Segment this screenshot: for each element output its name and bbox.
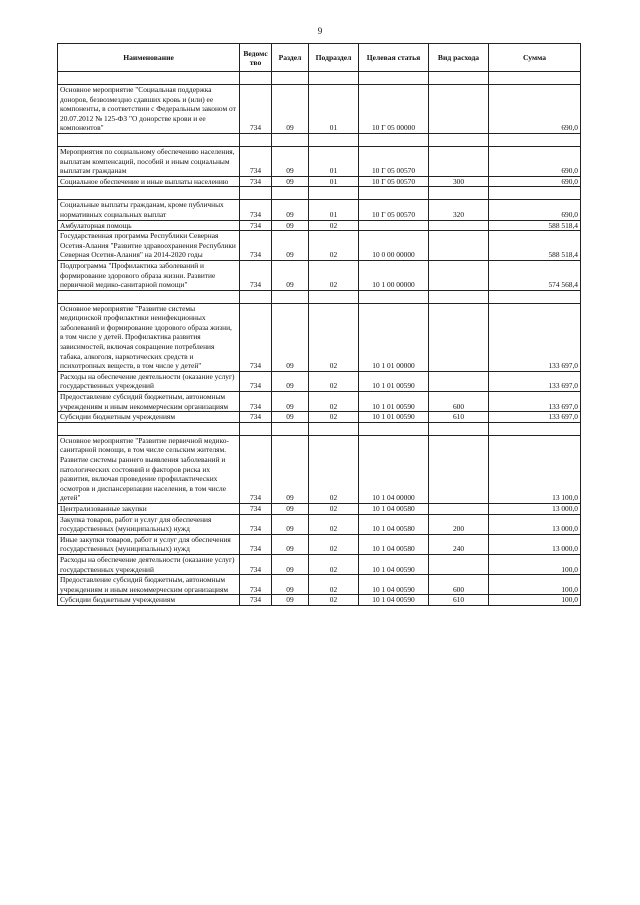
row-sum-cell: 690,0 — [489, 146, 581, 176]
spacer-cell — [272, 290, 309, 303]
budget-table — [57, 43, 581, 606]
table-row — [58, 412, 581, 423]
table-row — [58, 200, 581, 220]
row-name-cell: Амбулаторная помощь — [58, 220, 240, 231]
row-subsection-cell: 02 — [309, 392, 359, 412]
spacer-cell — [489, 72, 581, 85]
row-section-cell: 09 — [272, 231, 309, 261]
row-name-cell: Предоставление субсидий бюджетным, автономным учреждениям и иным некоммерческим организациям — [58, 392, 240, 412]
row-name-cell: Закупка товаров, работ и услуг для обеспечения государственных (муниципальных) нужд — [58, 514, 240, 534]
row-target-cell: 10 1 01 00590 — [359, 412, 429, 423]
row-section-cell: 09 — [272, 146, 309, 176]
row-sum-cell: 574 568,4 — [489, 260, 581, 290]
row-expense-cell — [429, 260, 489, 290]
row-dept-cell: 734 — [240, 303, 272, 371]
row-subsection-cell: 02 — [309, 534, 359, 554]
row-dept-cell: 734 — [240, 503, 272, 514]
row-dept-cell: 734 — [240, 146, 272, 176]
row-section-cell: 09 — [272, 371, 309, 391]
row-sum-cell: 100,0 — [489, 575, 581, 595]
spacer-cell — [58, 422, 240, 435]
row-target-cell: 10 0 00 00000 — [359, 231, 429, 261]
row-sum-cell: 13 000,0 — [489, 514, 581, 534]
row-section-cell: 09 — [272, 575, 309, 595]
row-sum-cell: 13 100,0 — [489, 435, 581, 503]
row-sum-cell: 588 518,4 — [489, 220, 581, 231]
row-subsection-cell: 02 — [309, 412, 359, 423]
spacer-cell — [429, 72, 489, 85]
row-target-cell: 10 1 00 00000 — [359, 260, 429, 290]
table-row — [58, 435, 581, 503]
table-row — [58, 554, 581, 574]
table-row — [58, 231, 581, 261]
row-sum-cell: 100,0 — [489, 554, 581, 574]
row-name-cell: Основное мероприятие "Развитие системы медицинской профилактики неинфекционных заболеваний и формирование здорового образа жизни, в том числе у детей. Профилактика развития зависимостей, включая сокращение потребления табака, алкоголя, наркотических средств и психотропных веществ, в том числе у детей" — [58, 303, 240, 371]
table-row — [58, 595, 581, 606]
row-subsection-cell: 02 — [309, 435, 359, 503]
row-section-cell: 09 — [272, 412, 309, 423]
row-expense-cell — [429, 435, 489, 503]
row-sum-cell: 13 000,0 — [489, 534, 581, 554]
row-subsection-cell: 02 — [309, 220, 359, 231]
row-subsection-cell: 02 — [309, 575, 359, 595]
spacer-cell — [309, 72, 359, 85]
row-expense-cell: 600 — [429, 575, 489, 595]
header-section: Раздел — [272, 44, 309, 72]
header-sum: Сумма — [489, 44, 581, 72]
table-row — [58, 575, 581, 595]
row-dept-cell: 734 — [240, 575, 272, 595]
row-sum-cell: 133 697,0 — [489, 392, 581, 412]
row-name-cell: Субсидии бюджетным учреждениям — [58, 595, 240, 606]
table-header-row — [58, 44, 581, 72]
row-sum-cell: 13 000,0 — [489, 503, 581, 514]
row-subsection-cell: 02 — [309, 595, 359, 606]
row-target-cell: 10 1 01 00000 — [359, 303, 429, 371]
row-section-cell: 09 — [272, 220, 309, 231]
row-sum-cell: 690,0 — [489, 200, 581, 220]
row-dept-cell: 734 — [240, 220, 272, 231]
header-target: Целевая статья — [359, 44, 429, 72]
header-subsection: Подраздел — [309, 44, 359, 72]
row-sum-cell: 133 697,0 — [489, 303, 581, 371]
spacer-cell — [489, 133, 581, 146]
row-subsection-cell: 02 — [309, 371, 359, 391]
row-target-cell: 10 1 04 00590 — [359, 575, 429, 595]
row-dept-cell: 734 — [240, 514, 272, 534]
row-name-cell: Субсидии бюджетным учреждениям — [58, 412, 240, 423]
row-name-cell: Государственная программа Республики Северная Осетия-Алания "Развитие здравоохранения Республики Северная Осетия-Алания" на 2014-2020 годы — [58, 231, 240, 261]
row-expense-cell — [429, 146, 489, 176]
spacer-cell — [58, 187, 240, 200]
spacer-cell — [309, 422, 359, 435]
spacer-cell — [309, 133, 359, 146]
row-spacer — [58, 133, 581, 146]
row-sum-cell: 133 697,0 — [489, 412, 581, 423]
spacer-cell — [359, 187, 429, 200]
row-expense-cell: 610 — [429, 595, 489, 606]
spacer-cell — [429, 133, 489, 146]
table-body — [58, 72, 581, 606]
spacer-cell — [240, 422, 272, 435]
row-target-cell: 10 1 04 00000 — [359, 435, 429, 503]
spacer-cell — [309, 290, 359, 303]
spacer-cell — [272, 422, 309, 435]
table-row — [58, 220, 581, 231]
row-expense-cell — [429, 503, 489, 514]
spacer-cell — [240, 290, 272, 303]
row-expense-cell: 200 — [429, 514, 489, 534]
table-row — [58, 503, 581, 514]
table-row — [58, 303, 581, 371]
row-name-cell: Основное мероприятие "Социальная поддержка доноров, безвозмездно сдавших кровь и (или) ее компоненты, в соответствии с Федеральным законом от 20.07.2012 № 125-ФЗ "О донорстве крови и ее компонентов" — [58, 85, 240, 134]
row-dept-cell: 734 — [240, 85, 272, 134]
row-target-cell: 10 Г 05 00000 — [359, 85, 429, 134]
row-section-cell: 09 — [272, 534, 309, 554]
row-dept-cell: 734 — [240, 595, 272, 606]
row-subsection-cell: 01 — [309, 146, 359, 176]
row-target-cell: 10 Г 05 00570 — [359, 176, 429, 187]
row-subsection-cell: 02 — [309, 503, 359, 514]
spacer-cell — [272, 72, 309, 85]
row-section-cell: 09 — [272, 176, 309, 187]
table-row — [58, 85, 581, 134]
spacer-cell — [429, 422, 489, 435]
row-section-cell: 09 — [272, 200, 309, 220]
row-dept-cell: 734 — [240, 260, 272, 290]
row-section-cell: 09 — [272, 595, 309, 606]
row-section-cell: 09 — [272, 514, 309, 534]
row-expense-cell — [429, 554, 489, 574]
spacer-cell — [240, 187, 272, 200]
row-subsection-cell: 02 — [309, 514, 359, 534]
row-dept-cell: 734 — [240, 534, 272, 554]
table-row — [58, 146, 581, 176]
spacer-cell — [272, 133, 309, 146]
table-row — [58, 514, 581, 534]
spacer-cell — [429, 290, 489, 303]
row-section-cell: 09 — [272, 435, 309, 503]
row-name-cell: Основное мероприятие "Развитие первичной медико-санитарной помощи, в том числе сельским жителям. Развитие системы раннего выявления заболеваний и патологических состояний и факторов риска их развития, включая проведение профилактических осмотров и диспансеризации населения, в том числе детей" — [58, 435, 240, 503]
row-expense-cell: 610 — [429, 412, 489, 423]
row-name-cell: Подпрограмма "Профилактика заболеваний и формирование здорового образа жизни. Развитие первичной медико-санитарной помощи" — [58, 260, 240, 290]
row-section-cell: 09 — [272, 392, 309, 412]
row-name-cell: Расходы на обеспечение деятельности (оказание услуг) государственных учреждений — [58, 371, 240, 391]
row-target-cell: 10 1 04 00580 — [359, 514, 429, 534]
row-target-cell: 10 Г 05 00570 — [359, 200, 429, 220]
row-section-cell: 09 — [272, 554, 309, 574]
page-number: 9 — [317, 26, 323, 36]
row-target-cell: 10 Г 05 00570 — [359, 146, 429, 176]
row-dept-cell: 734 — [240, 200, 272, 220]
row-sum-cell: 690,0 — [489, 176, 581, 187]
spacer-cell — [58, 133, 240, 146]
row-target-cell: 10 1 01 00590 — [359, 392, 429, 412]
row-target-cell — [359, 220, 429, 231]
row-subsection-cell: 02 — [309, 554, 359, 574]
row-dept-cell: 734 — [240, 435, 272, 503]
row-sum-cell: 100,0 — [489, 595, 581, 606]
row-expense-cell: 600 — [429, 392, 489, 412]
row-target-cell: 10 1 04 00580 — [359, 534, 429, 554]
row-subsection-cell: 01 — [309, 200, 359, 220]
table-row — [58, 392, 581, 412]
row-section-cell: 09 — [272, 303, 309, 371]
spacer-cell — [359, 290, 429, 303]
row-dept-cell: 734 — [240, 412, 272, 423]
spacer-cell — [58, 290, 240, 303]
row-target-cell: 10 1 04 00580 — [359, 503, 429, 514]
row-dept-cell: 734 — [240, 176, 272, 187]
spacer-cell — [58, 72, 240, 85]
row-subsection-cell: 01 — [309, 85, 359, 134]
spacer-cell — [359, 72, 429, 85]
row-subsection-cell: 02 — [309, 303, 359, 371]
row-dept-cell: 734 — [240, 231, 272, 261]
row-expense-cell: 240 — [429, 534, 489, 554]
row-sum-cell: 588 518,4 — [489, 231, 581, 261]
row-dept-cell: 734 — [240, 371, 272, 391]
row-section-cell: 09 — [272, 85, 309, 134]
row-spacer — [58, 72, 581, 85]
row-sum-cell: 133 697,0 — [489, 371, 581, 391]
row-expense-cell: 300 — [429, 176, 489, 187]
row-section-cell: 09 — [272, 260, 309, 290]
row-expense-cell — [429, 371, 489, 391]
row-name-cell: Централизованные закупки — [58, 503, 240, 514]
row-expense-cell: 320 — [429, 200, 489, 220]
row-dept-cell: 734 — [240, 392, 272, 412]
spacer-cell — [489, 290, 581, 303]
row-name-cell: Расходы на обеспечение деятельности (оказание услуг) государственных учреждений — [58, 554, 240, 574]
table-row — [58, 371, 581, 391]
row-name-cell: Предоставление субсидий бюджетным, автономным учреждениям и иным некоммерческим организациям — [58, 575, 240, 595]
row-name-cell: Мероприятия по социальному обеспечению населения, выплатам компенсаций, пособий и иным социальным выплатам гражданам — [58, 146, 240, 176]
row-subsection-cell: 02 — [309, 260, 359, 290]
spacer-cell — [489, 187, 581, 200]
row-target-cell: 10 1 01 00590 — [359, 371, 429, 391]
row-section-cell: 09 — [272, 503, 309, 514]
header-name: Наименование — [58, 44, 240, 72]
spacer-cell — [272, 187, 309, 200]
row-target-cell: 10 1 04 00590 — [359, 595, 429, 606]
row-sum-cell: 690,0 — [489, 85, 581, 134]
spacer-cell — [359, 422, 429, 435]
spacer-cell — [429, 187, 489, 200]
row-expense-cell — [429, 231, 489, 261]
table-row — [58, 176, 581, 187]
row-spacer — [58, 187, 581, 200]
spacer-cell — [240, 72, 272, 85]
row-expense-cell — [429, 85, 489, 134]
row-expense-cell — [429, 220, 489, 231]
table-row — [58, 534, 581, 554]
row-spacer — [58, 290, 581, 303]
row-subsection-cell: 02 — [309, 231, 359, 261]
row-name-cell: Социальное обеспечение и иные выплаты населению — [58, 176, 240, 187]
table-row — [58, 260, 581, 290]
header-dept: Ведомс тво — [240, 44, 272, 72]
spacer-cell — [240, 133, 272, 146]
row-name-cell: Иные закупки товаров, работ и услуг для обеспечения государственных (муниципальных) нужд — [58, 534, 240, 554]
row-expense-cell — [429, 303, 489, 371]
row-name-cell: Социальные выплаты гражданам, кроме публичных нормативных социальных выплат — [58, 200, 240, 220]
spacer-cell — [489, 422, 581, 435]
row-dept-cell: 734 — [240, 554, 272, 574]
header-expense: Вид расхода — [429, 44, 489, 72]
spacer-cell — [309, 187, 359, 200]
row-target-cell: 10 1 04 00590 — [359, 554, 429, 574]
spacer-cell — [359, 133, 429, 146]
row-subsection-cell: 01 — [309, 176, 359, 187]
row-spacer — [58, 422, 581, 435]
